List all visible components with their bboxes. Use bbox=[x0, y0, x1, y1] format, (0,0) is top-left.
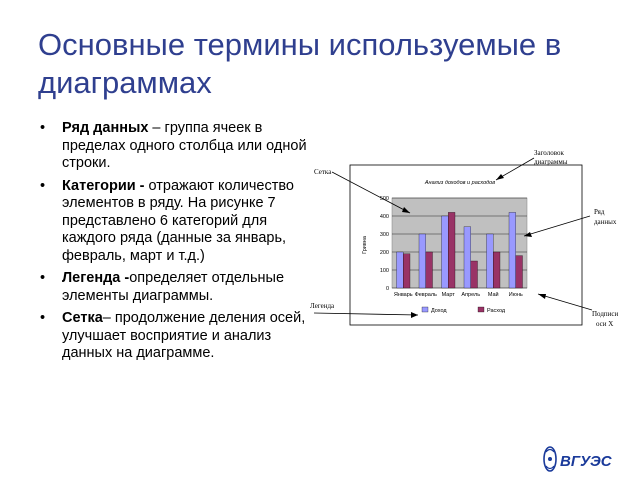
x-tick-label: Май bbox=[487, 292, 499, 298]
chart-title: Анализ доходов и расходов bbox=[424, 180, 496, 186]
legend-swatch-expense bbox=[478, 307, 484, 312]
bullet-term: Сетка bbox=[62, 310, 103, 326]
callout-legend-label: Легенда bbox=[310, 302, 335, 310]
y-tick-label: 200 bbox=[379, 250, 389, 256]
x-tick-label: Январь bbox=[393, 292, 413, 298]
bar-income bbox=[509, 212, 516, 288]
bullet-dot: • bbox=[40, 310, 46, 326]
x-tick-label: Апрель bbox=[461, 292, 481, 298]
y-tick-label: 0 bbox=[385, 286, 389, 292]
logo-text: ВГУЭС bbox=[560, 453, 612, 470]
bullet-text: отражают количество элементов в ряду. На рисунке 7 представлено 6 категорий для каждого ряда (данные за январь, февраль, март и т.д.) bbox=[62, 177, 294, 264]
bullet-text: – продолжение деления осей, улучшает восприятие и анализ данных на диаграмме. bbox=[62, 310, 306, 361]
bar-income bbox=[397, 252, 404, 288]
callout-grid-label: Сетка bbox=[314, 168, 332, 176]
bar-income bbox=[419, 234, 426, 288]
university-emblem-icon bbox=[544, 447, 556, 471]
legend-swatch-income bbox=[422, 307, 428, 312]
bullet-text: определяет отдельные элементы диаграммы. bbox=[62, 270, 285, 304]
callout-title-label-1: Заголовок bbox=[534, 149, 564, 157]
callout-series-label-2: данных bbox=[594, 218, 617, 226]
bullet-legend bbox=[40, 270, 312, 305]
slide-title: Основные термины используемые в диаграммах bbox=[38, 27, 562, 100]
legend-label-income: Доход bbox=[431, 308, 447, 314]
bar-expense bbox=[493, 252, 500, 288]
bar-income bbox=[464, 227, 471, 288]
chart-figure bbox=[300, 140, 635, 340]
y-tick-label: 500 bbox=[379, 196, 389, 202]
callout-title-label-2: диаграммы bbox=[534, 158, 568, 166]
y-tick-label: 300 bbox=[379, 232, 389, 238]
bar-expense bbox=[426, 252, 433, 288]
bullet-term: Категории - bbox=[62, 177, 149, 194]
bullet-term: Ряд данных bbox=[62, 120, 149, 136]
y-axis-label: Гривна bbox=[362, 236, 368, 254]
bar-expense bbox=[403, 254, 410, 288]
x-tick-label: Февраль bbox=[414, 292, 437, 298]
bullet-dot: • bbox=[40, 270, 46, 286]
plot-area bbox=[392, 198, 527, 288]
bar-expense bbox=[471, 261, 478, 288]
bullet-grid bbox=[40, 310, 312, 363]
bullet-categories bbox=[40, 178, 312, 266]
bullet-list bbox=[40, 120, 312, 368]
legend-label-expense: Расход bbox=[487, 308, 506, 314]
callout-xaxis-label-2: оси X bbox=[596, 320, 614, 328]
bar-income bbox=[487, 234, 494, 288]
bar-expense bbox=[448, 212, 455, 288]
university-logo bbox=[540, 444, 618, 474]
callout-series-label-1: Ряд bbox=[594, 208, 605, 216]
bar-income bbox=[442, 216, 449, 288]
bullet-data-series bbox=[40, 120, 312, 173]
x-tick-label: Март bbox=[441, 292, 455, 298]
y-tick-label: 400 bbox=[379, 214, 389, 220]
callout-xaxis-label-1: Подписи bbox=[592, 310, 619, 318]
bar-expense bbox=[516, 256, 523, 288]
y-tick-label: 100 bbox=[379, 268, 389, 274]
bullet-term: Легенда - bbox=[62, 270, 130, 286]
bullet-text: – группа ячеек в пределах одного столбца или одной строки. bbox=[62, 120, 307, 171]
x-tick-label: Июнь bbox=[508, 292, 523, 298]
bullet-dot: • bbox=[40, 120, 46, 136]
bullet-dot: • bbox=[40, 177, 46, 194]
